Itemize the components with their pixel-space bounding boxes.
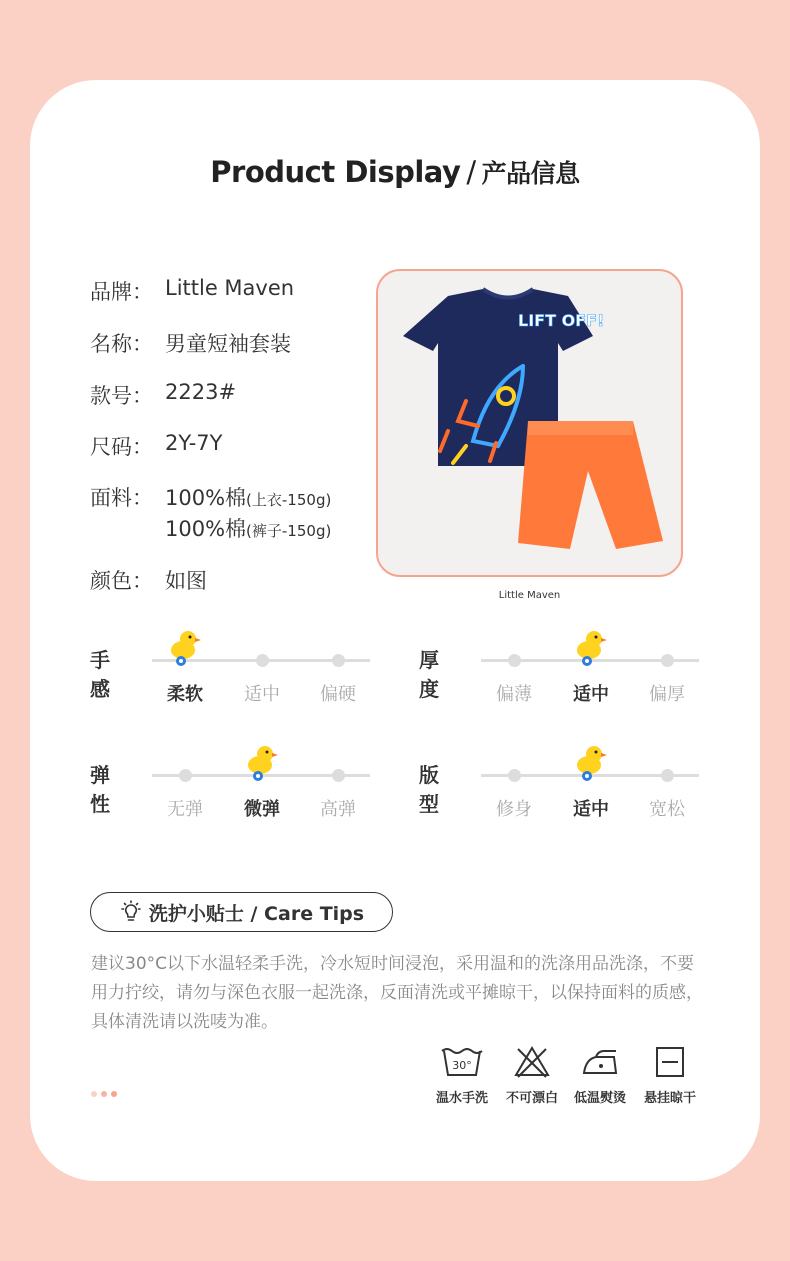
duck-marker-icon [574,628,608,668]
thickness-scale-dot [508,654,521,667]
care-instructions: 建议30°C以下水温轻柔手洗，冷水短时间浸泡，采用温和的洗涤用品洗涤，不要用力拧绞，请勿与深色衣服一起洗涤，反面清洗或平摊晾干，以保持面料的质感，具体清洗请以洗唛为准。 [91,954,703,1032]
thickness-scale-name: 厚度 [419,648,439,701]
color-value: 如图 [165,569,207,593]
dot [101,1091,107,1097]
no-bleach-icon: 不可漂白 [500,1045,564,1085]
name-value: 男童短袖套装 [165,332,291,356]
feel-option-label: 适中 [244,684,280,705]
elasticity-scale-dot [332,769,345,782]
fabric-line-top: 100%棉(上衣-150g) [165,486,332,510]
elasticity-option-label: 微弹 [244,799,280,820]
size-row [90,431,222,461]
page-dots [91,1091,117,1097]
dot [111,1091,117,1097]
feel-option-label: 偏硬 [320,684,356,705]
thickness-option-label: 偏厚 [649,684,685,705]
svg-text:30°: 30° [452,1059,472,1072]
fit-scale-dot [508,769,521,782]
lightbulb-icon [119,900,143,924]
fit-option-label: 宽松 [649,799,685,820]
fabric-row [90,482,331,544]
name-label: 名称： [90,332,153,356]
duck-marker-icon [574,743,608,783]
care-tips-pill [90,892,393,932]
brand-row [90,276,294,306]
care-tips-title: 洗护小贴士 / Care Tips [148,902,365,925]
iron-low-icon: 低温熨烫 [568,1045,632,1085]
fabric-line-bottom: 100%棉(裤子-150g) [165,517,332,541]
fit-scale-dot [661,769,674,782]
color-label: 颜色： [90,569,153,593]
thickness-option-label: 适中 [573,684,609,705]
duck-marker-icon [245,743,279,783]
product-illustration [378,271,681,575]
thickness-option-label: 偏薄 [496,684,532,705]
feel-option-label: 柔软 [167,684,203,705]
feel-scale-name: 手感 [90,648,110,701]
fit-option-label: 修身 [496,799,532,820]
hang-dry-icon: 悬挂晾干 [638,1045,702,1085]
svg-text:LIFT OFF!: LIFT OFF! [518,311,605,330]
elasticity-scale-dot [179,769,192,782]
page-title: Product Display / 产品信息 [210,155,580,189]
thickness-scale-dot [661,654,674,667]
photo-caption: Little Maven [498,590,561,601]
model-row [90,380,236,410]
wash-30-icon: 30° 温水手洗 [430,1045,494,1085]
fit-option-label: 适中 [573,799,609,820]
dot [91,1091,97,1097]
duck-marker-icon [168,628,202,668]
elasticity-option-label: 无弹 [167,799,203,820]
color-row [90,565,207,595]
elasticity-scale-name: 弹性 [90,763,110,816]
feel-scale-dot [256,654,269,667]
name-row [90,328,291,358]
model-value: 2223# [165,380,237,404]
fabric-label: 面料： [90,486,153,510]
product-photo [376,269,683,577]
size-label: 尺码： [90,435,153,459]
feel-scale-dot [332,654,345,667]
brand-value: Little Maven [165,276,295,300]
size-value: 2Y-7Y [165,431,223,455]
fit-scale-name: 版型 [419,763,439,816]
model-label: 款号： [90,384,153,408]
brand-label: 品牌： [90,280,153,304]
elasticity-option-label: 高弹 [320,799,356,820]
